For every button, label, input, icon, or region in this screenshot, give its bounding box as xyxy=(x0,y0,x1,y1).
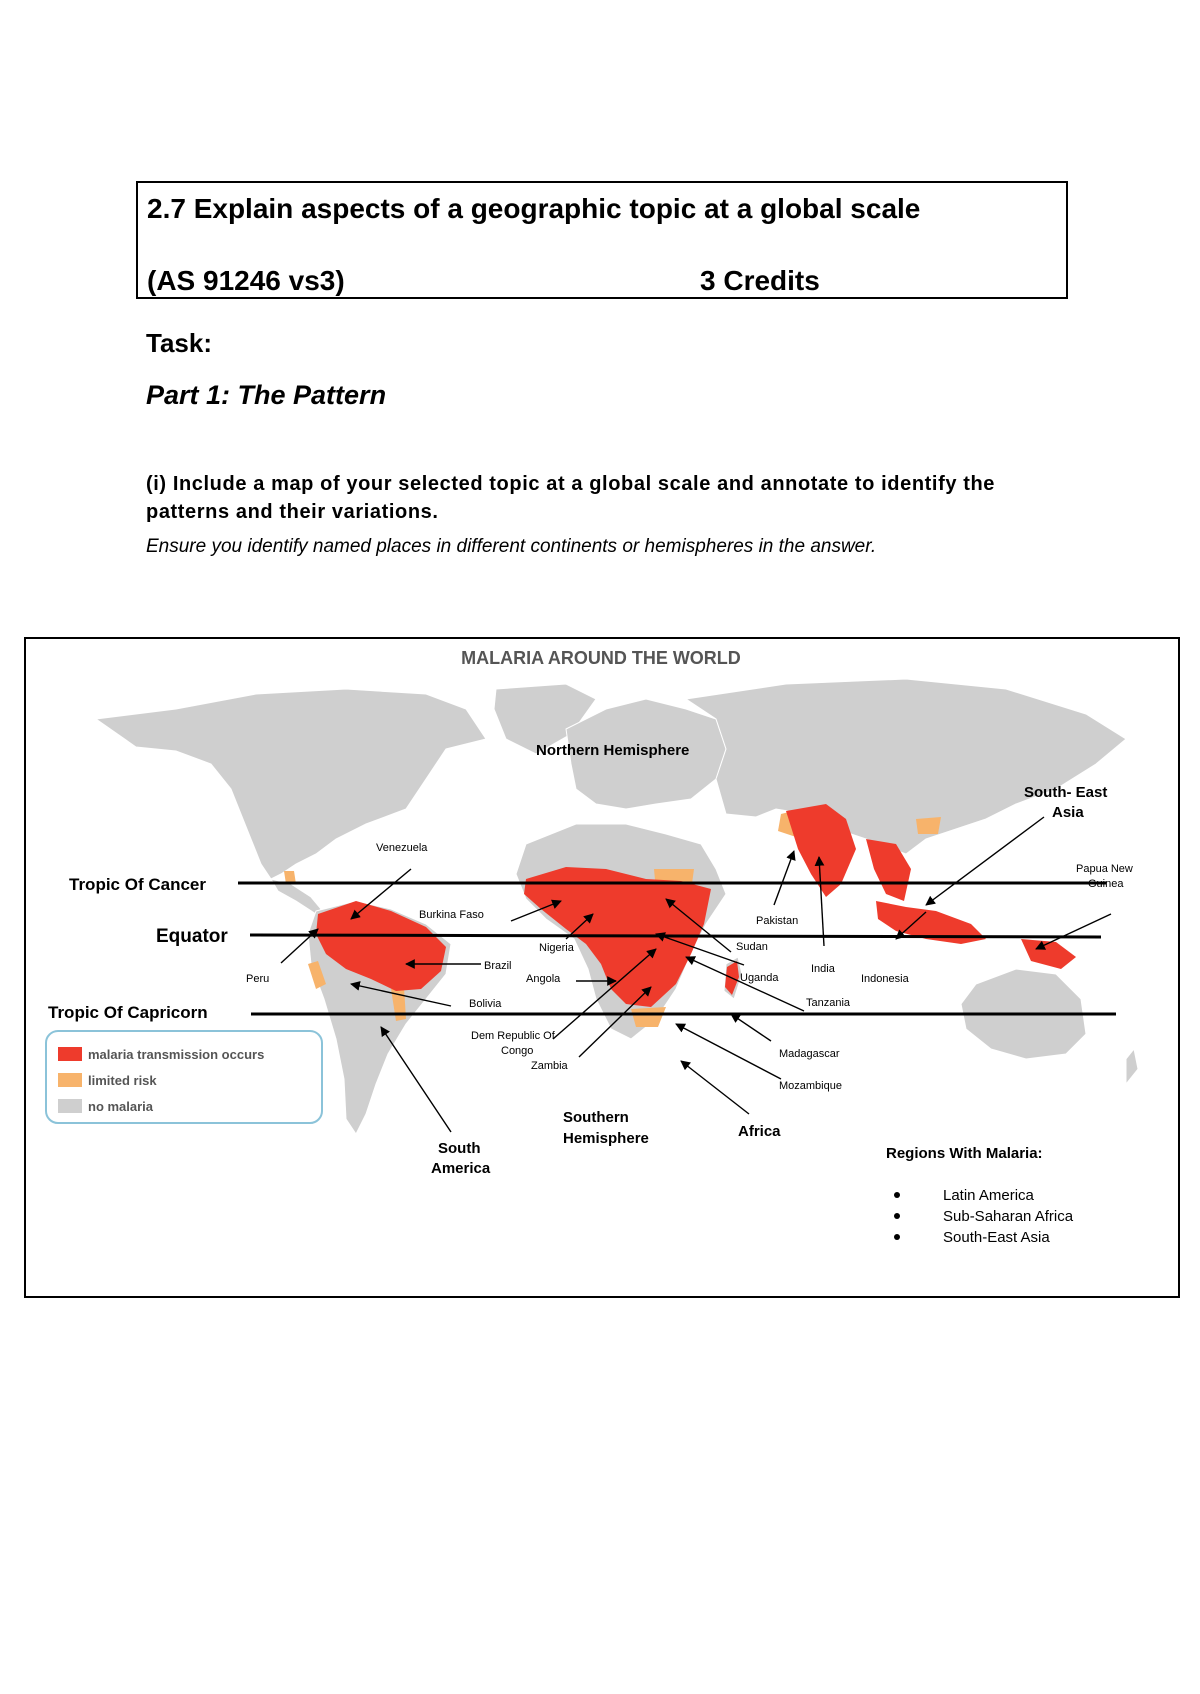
northern-hemisphere-label: Northern Hemisphere xyxy=(536,742,690,759)
label-south-america-2: America xyxy=(431,1160,491,1177)
region-item: South-East Asia xyxy=(943,1229,1050,1246)
legend-none: no malaria xyxy=(88,1099,154,1114)
region-item: Latin America xyxy=(943,1187,1034,1204)
bullet xyxy=(894,1234,900,1240)
tropic-of-cancer-label: Tropic Of Cancer xyxy=(69,875,206,894)
label-mozambique: Mozambique xyxy=(779,1080,842,1092)
bullet xyxy=(894,1213,900,1219)
instruction-text: Ensure you identify named places in different continents or hemispheres in the answer. xyxy=(146,536,877,557)
label-png-1: Papua New xyxy=(1076,863,1133,875)
label-peru: Peru xyxy=(246,973,270,985)
legend-transmission: malaria transmission occurs xyxy=(88,1047,265,1062)
equator-label: Equator xyxy=(156,926,228,947)
label-south-east-asia-1: South- East xyxy=(1024,784,1108,801)
label-venezuela: Venezuela xyxy=(376,842,428,854)
legend-swatch-none xyxy=(58,1099,82,1113)
north-america xyxy=(96,689,486,879)
regions-heading: Regions With Malaria: xyxy=(886,1145,1043,1162)
tropic-of-capricorn-label: Tropic Of Capricorn xyxy=(48,1003,208,1022)
transmission-areas xyxy=(316,804,1076,1007)
region-item: Sub-Saharan Africa xyxy=(943,1208,1074,1225)
label-tanzania: Tanzania xyxy=(806,997,851,1009)
label-india: India xyxy=(811,963,835,975)
label-drc-2: Congo xyxy=(501,1045,534,1057)
label-south-east-asia-2: Asia xyxy=(1052,804,1084,821)
label-nigeria: Nigeria xyxy=(539,942,574,954)
task-label: Task: xyxy=(146,328,212,358)
label-angola: Angola xyxy=(526,973,561,985)
label-pakistan: Pakistan xyxy=(756,915,799,927)
label-sudan: Sudan xyxy=(736,941,768,953)
map-canvas xyxy=(26,639,1180,1298)
label-africa: Africa xyxy=(738,1123,781,1140)
label-png-2: Guinea xyxy=(1088,878,1124,890)
legend-limited: limited risk xyxy=(88,1073,157,1088)
legend-swatch-limited xyxy=(58,1073,82,1087)
asia xyxy=(686,679,1126,854)
bullet xyxy=(894,1192,900,1198)
question-text: (i) Include a map of your selected topic at a global scale and annotate to identify the patterns and their variations. xyxy=(146,473,996,523)
label-zambia: Zambia xyxy=(531,1060,568,1072)
label-uganda: Uganda xyxy=(740,972,779,984)
map-legend xyxy=(46,1031,322,1123)
label-burkina-faso: Burkina Faso xyxy=(419,909,484,921)
regions-list xyxy=(886,1145,1074,1246)
new-zealand xyxy=(1126,1049,1138,1084)
credits-label: 3 Credits xyxy=(700,265,820,296)
standard-code: (AS 91246 vs3) xyxy=(147,265,345,296)
legend-swatch-transmission xyxy=(58,1047,82,1061)
southern-hemisphere-label-1: Southern xyxy=(563,1109,629,1126)
map-title: MALARIA AROUND THE WORLD xyxy=(461,648,741,668)
label-south-america-1: South xyxy=(438,1140,481,1157)
part-title: Part 1: The Pattern xyxy=(146,380,387,410)
header-box xyxy=(136,181,1068,299)
equator-line xyxy=(250,935,1101,937)
malaria-map xyxy=(24,637,1180,1298)
label-drc-1: Dem Republic Of xyxy=(471,1030,555,1042)
label-madagascar: Madagascar xyxy=(779,1048,840,1060)
label-indonesia: Indonesia xyxy=(861,973,909,985)
document-title: 2.7 Explain aspects of a geographic topic at a global scale xyxy=(147,193,921,224)
southern-hemisphere-label-2: Hemisphere xyxy=(563,1130,649,1147)
label-brazil: Brazil xyxy=(484,960,512,972)
label-bolivia: Bolivia xyxy=(469,998,502,1010)
